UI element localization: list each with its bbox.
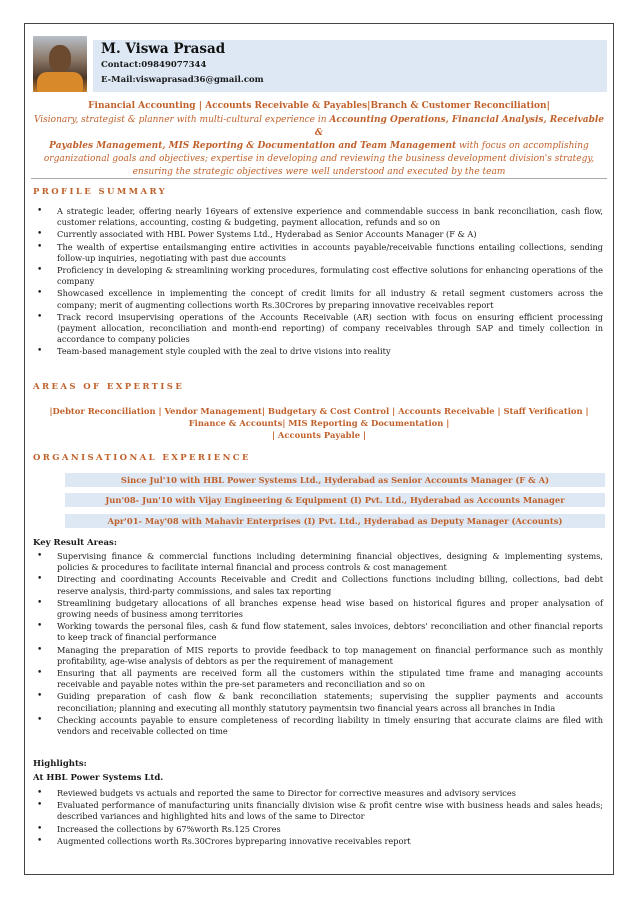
email-address: viswaprasad36@gmail.com — [135, 75, 264, 85]
list-item: • Directing and coordinating Accounts Receivable and Credit and Collections functions including billing, collections, bad debt reserve analysis, third-party commissions, and sales tax reporting — [33, 574, 603, 596]
list-item: • Proficiency in developing & streamlining working procedures, formulating cost effective solutions for enhancing operations of the company — [33, 265, 603, 287]
kra-heading: Key Result Areas: — [33, 538, 117, 548]
expertise-line1: |Debtor Reconciliation | Vendor Management| Budgetary & Cost Control | Accounts Receivable | Staff Verification | — [49, 406, 589, 416]
resume-header — [31, 30, 605, 94]
list-item: • Guiding preparation of cash flow & bank reconciliation statements; supervising the supplier payments and accounts reconciliation; planning and executing all monthly statutory paymentsin two financial years across all branches in India — [33, 691, 603, 713]
profile-heading: PROFILE SUMMARY — [33, 187, 168, 197]
photo-face — [49, 45, 71, 73]
tagline-line2c: with focus on accomplishing — [456, 141, 589, 151]
list-item: • Reviewed budgets vs actuals and reported the same to Director for corrective measures and advisory services — [33, 788, 603, 799]
list-item: • Streamlining budgetary allocations of all branches expense head wise based on historical figures and proper analysation of growing needs of business among territories — [33, 598, 603, 620]
tagline-line1a: Visionary, strategist & planner with multi-cultural experience in — [33, 115, 330, 125]
contact-label: Contact: — [101, 60, 142, 70]
list-item: • Managing the preparation of MIS reports to provide feedback to top management on financial performance such as monthly profitability, age-wise analysis of debtors as per the requirement of management — [33, 645, 603, 667]
kra-list — [33, 551, 603, 738]
list-item: • Ensuring that all payments are received form all the customers within the stipulated time frame and managing accounts receivable and payable notes within the pre-set parameters and reconciliation and so on — [33, 668, 603, 690]
list-item: • Evaluated performance of manufacturing units financially division wise & profit centre wise with business heads and sales heads; described variances and highlighted hits and lows of the same to Director — [33, 800, 603, 822]
expertise-areas — [35, 405, 603, 441]
tagline-title: Financial Accounting | Accounts Receivable & Payables|Branch & Customer Reconciliation| — [88, 101, 550, 111]
highlights-list — [33, 788, 603, 848]
job-bar-previous: Jun'08- Jun'10 with Vijay Engineering & Equipment (I) Pvt. Ltd., Hyderabad as Accounts Manager — [65, 493, 605, 507]
list-item: • Supervising finance & commercial functions including determining financial objectives, designing & implementing systems, policies & procedures to facilitate internal financial and process controls & cost management — [33, 551, 603, 573]
email-label: E-Mail: — [101, 75, 136, 85]
job-bar-current: Since Jul'10 with HBL Power Systems Ltd., Hyderabad as Senior Accounts Manager (F & A) — [65, 473, 605, 487]
profile-photo — [33, 36, 87, 92]
list-item: • Checking accounts payable to ensure completeness of recording liability in timely ensuring that accurate claims are filed with vendors and receivable collected on time — [33, 715, 603, 737]
list-item: • Increased the collections by 67%worth Rs.125 Crores — [33, 824, 603, 835]
highlights-company: At HBL Power Systems Ltd. — [33, 773, 164, 783]
list-item: • Augmented collections worth Rs.30Crores bypreparing innovative receivables report — [33, 836, 603, 847]
list-item: • Showcased excellence in implementing the concept of credit limits for all industry & retail segment customers across the company; merit of augmenting collections worth Rs.30Crores by preparing innovative receivables report — [33, 288, 603, 310]
resume-page — [24, 23, 614, 875]
profile-list — [33, 206, 603, 359]
tagline-line1b: Accounting Operations, Financial Analysis, Receivable & — [314, 115, 605, 138]
list-item: • Team-based management style coupled with the zeal to drive visions into reality — [33, 346, 603, 357]
tagline-summary — [31, 114, 607, 179]
contact-line — [101, 60, 206, 70]
expertise-line2: Finance & Accounts| MIS Reporting & Documentation | — [188, 418, 450, 428]
highlights-heading: Highlights: — [33, 759, 87, 769]
tagline-line2b: Payables Management, MIS Reporting & Documentation and Team Management — [49, 141, 457, 151]
expertise-line3: | Accounts Payable | — [271, 430, 367, 440]
expertise-heading: AREAS OF EXPERTISE — [33, 382, 185, 392]
name-panel — [93, 40, 607, 92]
photo-shirt — [37, 72, 83, 92]
experience-heading: ORGANISATIONAL EXPERIENCE — [33, 453, 251, 463]
job-bar-earlier: Apr'01- May'08 with Mahavir Enterprises (I) Pvt. Ltd., Hyderabad as Deputy Manager (Accounts) — [65, 514, 605, 528]
contact-number: 09849077344 — [141, 60, 207, 70]
email-line — [101, 75, 264, 85]
section-divider — [31, 178, 607, 179]
candidate-name: M. Viswa Prasad — [101, 41, 226, 57]
list-item: • Currently associated with HBL Power Systems Ltd., Hyderabad as Senior Accounts Manager (F & A) — [33, 229, 603, 240]
list-item: • Working towards the personal files, cash & fund flow statement, sales invoices, debtors' reconciliation and other financial reports to keep track of financial performance — [33, 621, 603, 643]
tagline-line4: ensuring the strategic objectives were well understood and executed by the team — [132, 167, 506, 177]
list-item: • A strategic leader, offering nearly 16years of extensive experience and commendable success in bank reconciliation, cash flow, customer relations, accounting, costing & budgeting, payment allocation, refunds and so on — [33, 206, 603, 228]
tagline-line3: organizational goals and objectives; expertise in developing and reviewing the business development division's strategy, — [43, 154, 595, 164]
list-item: • The wealth of expertise entailsmanging entire activities in accounts payable/receivable functions entailing collections, sending follow-up inquiries, negotiating with past due accounts — [33, 242, 603, 264]
list-item: • Track record insupervising operations of the Accounts Receivable (AR) section with focus on ensuring efficient processing (payment allocation, reconciliation and month-end reporting) of company receivables through SAP and timely collection in accordance to company policies — [33, 312, 603, 346]
